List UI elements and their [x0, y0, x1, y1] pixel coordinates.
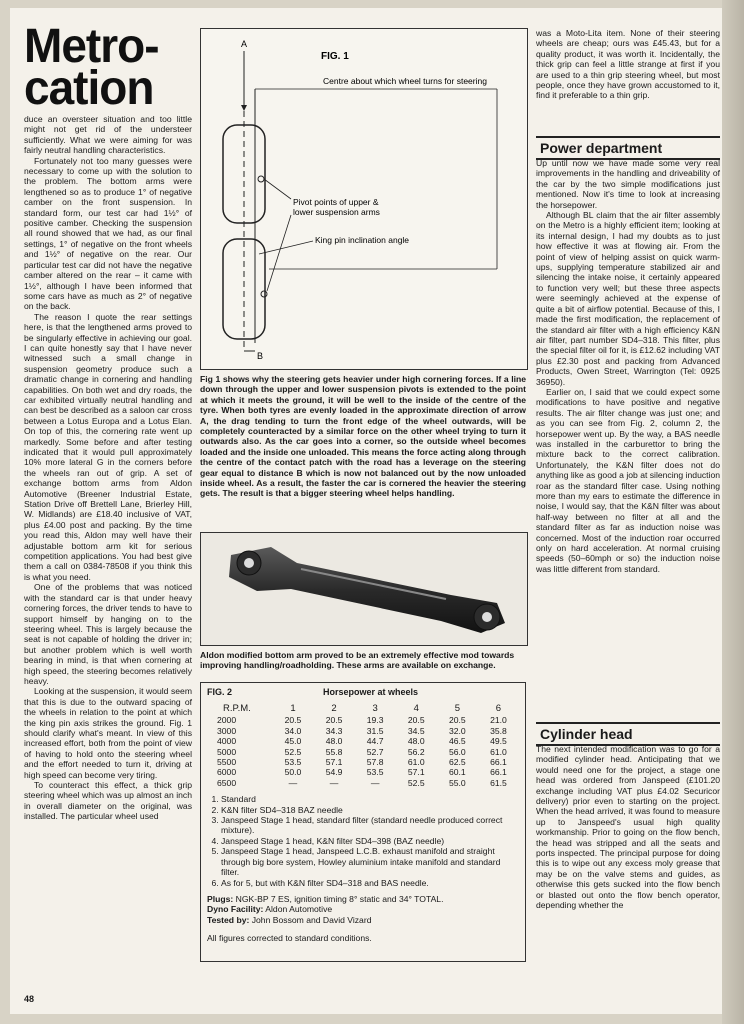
arrow-a-head: [241, 105, 247, 111]
paragraph: The next intended modification was to go for a modified cylinder head. Anticipating that we would need one for the project, a stage one head was ordered from Janspeed (£101.20 exchange including VAT plus £4.02 Securicor delivery) prior even to starting on the project. When the head arrived, it was found to measure up to Janspeed's usual high quality workmanship. Prior to going on the flow bench, the head was stripped and all the seats and ports inspected. The principal purpose for doing this is to wipe out any excess moly grease that may be on the valve stems and guides, as otherwise this gets sucked into the flow bench or blasted out onto the flow bench operator, depending whether the: [536, 744, 720, 911]
list-item: 2. K&N filter SD4–318 BAZ needle: [221, 805, 519, 815]
cell: 53.5: [366, 767, 384, 778]
tested-line: [207, 915, 519, 925]
cell: 52.5: [407, 777, 425, 788]
cell: 32.0: [448, 725, 466, 736]
cell: 49.5: [490, 736, 507, 747]
cell-rpm: 4000: [217, 736, 237, 747]
figure-1-title: FIG. 1: [321, 51, 349, 62]
column-header-rpm: R.P.M.: [223, 703, 251, 714]
dyno-line: [207, 904, 519, 914]
cell: 48.0: [407, 736, 425, 747]
paragraph: To counteract this effect, a thick grip steering wheel which was up almost an inch in overall diameter on the original, was installed. The particular wheel used: [24, 780, 192, 822]
bottom-arm-photo: [200, 532, 528, 646]
cell: 50.0: [284, 767, 302, 778]
label-pivot-1: Pivot points of upper &: [293, 197, 379, 207]
cell: 56.2: [407, 746, 425, 757]
cell: 66.1: [490, 757, 507, 768]
cell-rpm: 2000: [217, 715, 237, 726]
lower-pivot-point: [261, 291, 267, 297]
cell: 20.5: [284, 715, 302, 726]
list-item: 6. As for 5, but with K&N filter SD4–318 and BAS needle.: [221, 878, 519, 888]
column-header: 2: [331, 703, 337, 714]
tested-value: John Bossom and David Vizard: [251, 914, 372, 925]
table-row: [207, 715, 519, 725]
horsepower-table: [207, 703, 519, 788]
cell: 60.1: [448, 767, 466, 778]
cell-rpm: 6000: [217, 767, 237, 778]
test-notes-list: [207, 794, 519, 888]
section-heading-power: Power department: [536, 136, 720, 160]
column-header: 1: [290, 703, 296, 714]
cell: 54.9: [325, 767, 343, 778]
cell: 31.5: [366, 725, 384, 736]
figure-1-caption: Fig 1 shows why the steering gets heavier under high cornering forces. If a line down through the upper and lower suspension pivots is extended to the point at which it meets the ground, it will be well to the inside of the centre of the tyre. When both tyres are evenly loaded in the approximate direction of arrow A, the drag tending to turn the front edge of the wheel outwards, will be completely counteracted by a similar force on the other wheel trying to turn it outwards also. As the car goes into a corner, so the outside wheel becomes loaded and the inside one unloaded. This means the force acting along through the centre of the contact patch with the road has a leverage on the steering gear equal to distance B which is now not balanced out by the now unloaded inside wheel. As a result, the faster the car is cornered the heavier the steering gets. The result is that a bigger steering wheel helps handling.: [200, 374, 526, 499]
cell: 34.0: [284, 725, 302, 736]
cell: 20.5: [448, 715, 466, 726]
figure-1-diagram: [200, 28, 528, 370]
cell: 56.0: [448, 746, 466, 757]
cell: —: [370, 777, 380, 788]
tested-label: Tested by:: [207, 914, 250, 925]
paragraph: One of the problems that was noticed with the standard car is that under heavy cornering forces, the driver tends to have to support himself by hanging on to the steering wheel. This is largely because the seat is not capable of holding the driver in; but another problem which is well worth bearing in mind, is that when cornering at high speed, the steering becomes relatively heavy.: [24, 582, 192, 686]
column-header: 5: [454, 703, 460, 714]
cell: 20.5: [325, 715, 343, 726]
figure-2-label: FIG. 2: [207, 687, 233, 697]
cell-rpm: 6500: [217, 777, 237, 788]
article-title-line-1: Metro-: [24, 17, 159, 73]
cell-rpm: 3000: [217, 725, 237, 736]
cell-rpm: 5000: [217, 746, 237, 757]
pointer-pivot-upper: [264, 179, 291, 199]
article-title: [24, 17, 200, 115]
plugs-label: Plugs:: [207, 893, 234, 904]
table-footer: All figures corrected to standard conditions.: [207, 933, 372, 944]
column-header: 4: [413, 703, 419, 714]
label-kingpin: King pin inclination angle: [315, 235, 410, 245]
cell: 34.5: [407, 725, 425, 736]
table-row: [207, 767, 519, 777]
article-title-line-2: cation: [24, 59, 154, 115]
cell: 52.7: [366, 746, 384, 757]
cell: 57.1: [325, 757, 343, 768]
figure-2-table-box: [200, 682, 526, 962]
cell: 46.5: [448, 736, 466, 747]
page-number: 48: [24, 994, 35, 1004]
pointer-pivot-lower: [267, 215, 291, 291]
cell: 21.0: [490, 715, 507, 726]
paragraph: The reason I quote the rear settings here, is that the lengthened arms proved to be singularly effective in achieving our goal. I can quite honestly say that I have never witnessed such a small change in suspension geometry produce such a dramatic change in cornering and handling capabilities. On both wet and dry roads, the car exhibited virtually neutral handling and can best be described as a saloon car cross between a Lotus Europa and a Lotus Elan. On top of this, the cornering rate went up markedly. Some before and after testing indicated that it would pull approximately 10% more lateral G in the corners before the wheels ran out of grip. A set of exchange bottom arms from Aldon Automotive (Breener Industrial Estate, Station Drive off Brettell Lane, Brierley Hill, W. Midlands) are £18.40 inclusive of VAT, plus £4.00 post and packing. By the time you read this, Aldon may well have their adjustable bottom arm kit for serious competition applications. You had best give them a call on 0384-78508 if you think this is what you need.: [24, 311, 192, 582]
plugs-value: NGK-BP 7 ES, ignition timing 8° static and 34° TOTAL.: [235, 893, 444, 904]
table-row: [207, 726, 519, 736]
cell: 35.8: [490, 725, 507, 736]
arm-bush-left-hole: [244, 558, 254, 568]
label-pivot-2: lower suspension arms: [293, 207, 380, 217]
dyno-value: Aldon Automotive: [265, 904, 333, 915]
photo-caption: Aldon modified bottom arm proved to be an extremely effective mod towards improving handling/roadholding. These arms are available on exchange.: [200, 650, 515, 671]
cell: 19.3: [366, 715, 384, 726]
arm-bush-right-hole: [482, 612, 492, 622]
column-right-cylinder: [536, 744, 720, 911]
bottom-arm-illustration: [201, 533, 527, 645]
label-arrow-a: A: [241, 39, 248, 49]
column-header: 6: [495, 703, 502, 714]
cell: 44.7: [366, 736, 384, 747]
label-centre: Centre about which wheel turns for steering: [323, 76, 487, 86]
plugs-line: [207, 894, 519, 904]
table-header-row: [207, 703, 519, 715]
cell: 57.8: [366, 757, 384, 768]
page-binding-edge: [722, 0, 744, 1024]
upper-pivot-point: [258, 176, 264, 182]
table-row: [207, 747, 519, 757]
cell: 61.0: [490, 746, 507, 757]
paragraph: Looking at the suspension, it would seem that this is due to the outward spacing of the wheels in relation to the point at which the king pin axis strikes the ground. Fig. 1 should clarify what's meant. In view of this increased effort, both from the point of view of having to hold onto the steering wheel and the effort needed to turn it, driving at high speed can become very tiring.: [24, 686, 192, 780]
table-row: [207, 757, 519, 767]
figure-1-svg: [201, 29, 527, 369]
cell: 62.5: [448, 757, 466, 768]
column-left: [24, 114, 192, 822]
cell: 55.8: [325, 746, 343, 757]
column-header: 3: [372, 703, 378, 714]
cell: 48.0: [325, 736, 343, 747]
list-item: 4. Janspeed Stage 1 head, K&N filter SD4–398 (BAZ needle): [221, 836, 519, 846]
dyno-label: Dyno Facility:: [207, 904, 264, 915]
paragraph: Although BL claim that the air filter assembly on the Metro is a highly efficient item; looking at its internal design, I had my doubts as to just how effective it was at flowing air. From the point of view of helping assist on quick warm-ups, supplying temperature stabilized air and silencing the intake noise, it certainly appeared to function very well; but these three aspects were seemingly achieved at the expense of quite a bit of airflow potential. Because of this, I made the first modification, the replacement of the standard air filter with a high efficiency K&N air filter, part number SD4–318. This filter, plus the special filter oil for it, is £12.62 including VAT plus £2.30 post and packing from Advanced Products, Owen Street, Warrington (Tel: 0925 36950).: [536, 210, 720, 387]
paragraph: Fortunately not too many guesses were necessary to come up with the solution to the problem. The bottom arms were lengthened so as to produce 1° of negative camber on the front suspension. In standard form, our test car had 1½° of positive camber. Checking the suspension all round showed that we had, as our final settings, 1° of negative on the front wheels and 1½° of negative on the rear. Our particular test car did not have the negative camber altered on the rear – it came with 1½°, although I have been informed that some cars have as much as 2° of negative on the back.: [24, 155, 192, 312]
paragraph: Up until now we have made some very real improvements in the handling and driveability of the car by the two simple modifications just mentioned. Now it's time to look at increasing the horsepower.: [536, 158, 720, 210]
pointer-kingpin: [259, 241, 313, 254]
cell: 20.5: [407, 715, 425, 726]
cell: —: [288, 777, 298, 788]
table-row: [207, 736, 519, 746]
cell-rpm: 5500: [217, 757, 237, 768]
cell: 61.0: [407, 757, 425, 768]
column-right: [536, 28, 720, 101]
list-item: 1. Standard: [221, 794, 519, 804]
cell: 45.0: [284, 736, 302, 747]
cell: 61.5: [490, 777, 507, 788]
paragraph: Earlier on, I said that we could expect some modifications to have positive and negative results. The air filter change was just one; and as you can see from Fig. 2, column 2, the horsepower went up. By the way, a BAS needle was installed in the carburettor to bring the mixture back to the correct calibration. Unfortunately, the K&N filter does not do anything like as good a job at silencing induction roar as the standard filter case. Using nothing more than my ears to estimate the difference in noise, I would say, that the K&N filter was about half-way between no filter at all and the standard filter as far as induction noise was concerned. Most of the induction roar occurred only on hard acceleration. At normal cruising speeds (50–60mph or so) the induction noise was little different from standard.: [536, 386, 720, 574]
section-heading-cylinder: Cylinder head: [536, 722, 720, 746]
cell: 34.3: [325, 725, 343, 736]
column-right-power: [536, 158, 720, 574]
figure-2-title: Horsepower at wheels: [323, 687, 419, 697]
cell: 57.1: [407, 767, 425, 778]
label-distance-b: B: [257, 351, 264, 361]
cell: 55.0: [448, 777, 466, 788]
cell: 53.5: [284, 757, 302, 768]
list-item: 5. Janspeed Stage 1 head, Janspeed L.C.B. exhaust manifold and straight through big bore system, Howley aluminium intake manifold and standard filter.: [221, 846, 519, 877]
paragraph: was a Moto-Lita item. None of their steering wheels are cheap; ours was £45.43, but for a quality product, it was worth it. Incidentally, the thick grip can feel a little strange at first if you are used to a thin grip steering wheel, but most people, once they have grown accustomed to it, find it preferable to a thin grip.: [536, 28, 720, 101]
cell: 66.1: [490, 767, 507, 778]
cell: —: [329, 777, 339, 788]
list-item: 3. Janspeed Stage 1 head, standard filter (standard needle produced correct mixture).: [221, 815, 519, 836]
cell: 52.5: [284, 746, 302, 757]
paragraph: duce an oversteer situation and too little might not get rid of the understeer sufficiently. What we were aiming for was fairly neutral handling characteristics.: [24, 114, 192, 156]
table-row: [207, 778, 519, 788]
